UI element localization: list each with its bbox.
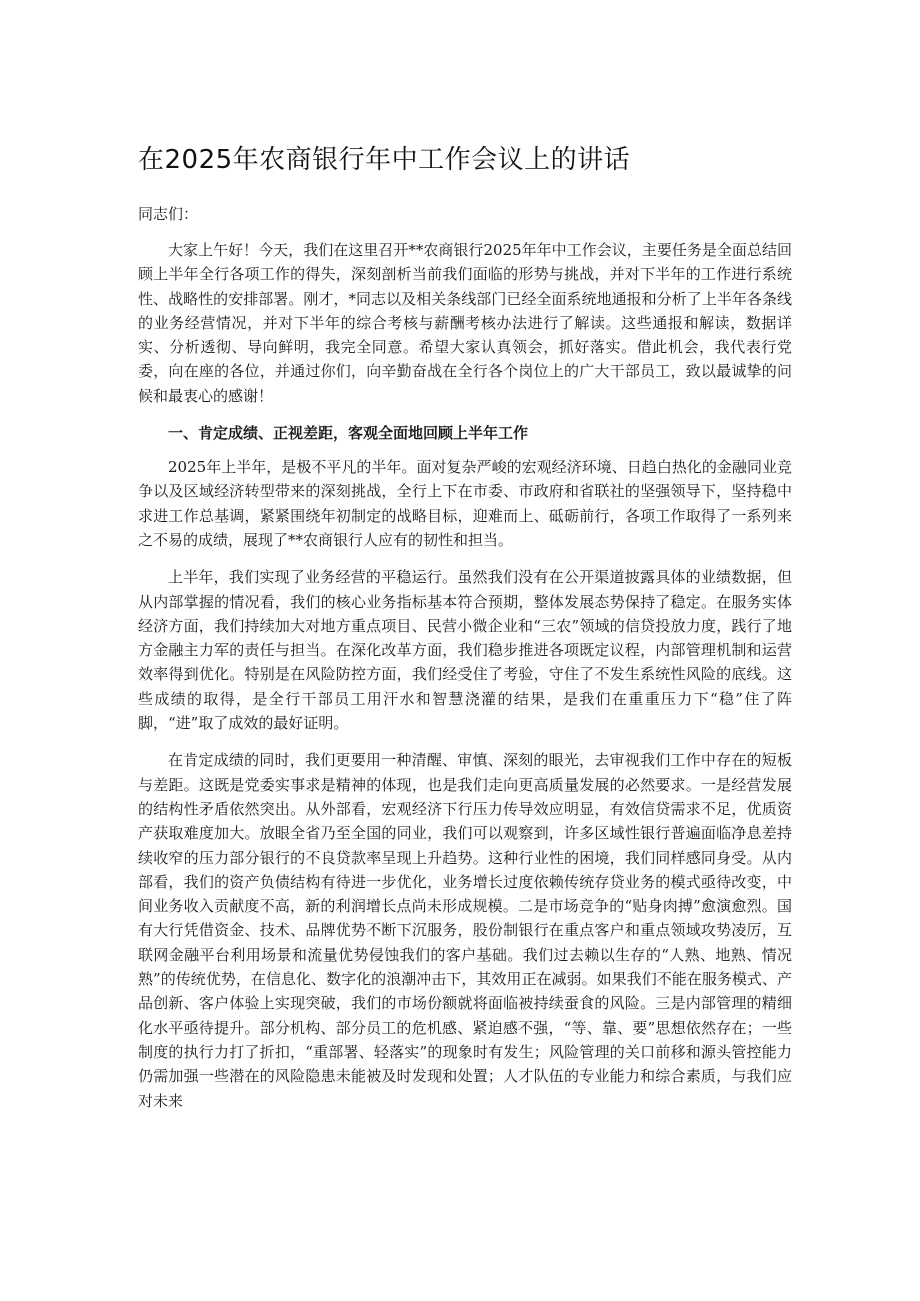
- section-paragraph: 上半年，我们实现了业务经营的平稳运行。虽然我们没有在公开渠道披露具体的业绩数据，但从内部掌握的情况看，我们的核心业务指标基本符合预期，整体发展态势保持了稳定。在服务实体经济方面，我们持续加大对地方重点项目、民营小微企业和“三农”领域的信贷投放力度，践行了地方金融主力军的责任与担当。在深化改革方面，我们稳步推进各项既定议程，内部管理机制和运营效率得到优化。特别是在风险防控方面，我们经受住了考验，守住了不发生系统性风险的底线。这些成绩的取得，是全行干部员工用汗水和智慧浇灌的结果，是我们在重重压力下“稳”住了阵脚，“进”取了成效的最好证明。: [138, 568, 792, 733]
- salutation: 同志们：: [138, 205, 199, 223]
- document-page: [138, 140, 792, 1126]
- opening-paragraph: 大家上午好！今天，我们在这里召开**农商银行2025年年中工作会议，主要任务是全面总结回顾上半年全行各项工作的得失，深刻剖析当前我们面临的形势与挑战，并对下半年的工作进行系统性、战略性的安排部署。刚才，*同志以及相关条线部门已经全面系统地通报和分析了上半年各条线的业务经营情况，并对下半年的综合考核与薪酬考核办法进行了解读。这些通报和解读，数据详实、分析透彻、导向鲜明，我完全同意。希望大家认真领会，抓好落实。借此机会，我代表行党委，向在座的各位，并通过你们，向辛勤奋战在全行各个岗位上的广大干部员工，致以最诚挚的问候和最衷心的感谢！: [138, 241, 792, 405]
- section-heading: 一、肯定成绩、正视差距，客观全面地回顾上半年工作: [168, 424, 529, 443]
- section-paragraph: 在肯定成绩的同时，我们更要用一种清醒、审慎、深刻的眼光，去审视我们工作中存在的短板与差距。这既是党委实事求是精神的体现，也是我们走向更高质量发展的必然要求。一是经营发展的结构性矛盾依然突出。从外部看，宏观经济下行压力传导效应明显，有效信贷需求不足，优质资产获取难度加大。放眼全省乃至全国的同业，我们可以观察到，许多区域性银行普遍面临净息差持续收窄的压力部分银行的不良贷款率呈现上升趋势。这种行业性的困境，我们同样感同身受。从内部看，我们的资产负债结构有待进一步优化，业务增长过度依赖传统存贷业务的模式亟待改变，中间业务收入贡献度不高，新的利润增长点尚未形成规模。二是市场竞争的“贴身肉搏”愈演愈烈。国有大行凭借资金、技术、品牌优势不断下沉服务，股份制银行在重点客户和重点领域攻势凌厉，互联网金融平台利用场景和流量优势侵蚀我们的客户基础。我们过去赖以生存的“人熟、地熟、情况熟”的传统优势，在信息化、数字化的浪潮冲击下，其效用正在减弱。如果我们不能在服务模式、产品创新、客户体验上实现突破，我们的市场份额就将面临被持续蚕食的风险。三是内部管理的精细化水平亟待提升。部分机构、部分员工的危机感、紧迫感不强，“等、靠、要”思想依然存在；一些制度的执行力打了折扣，“重部署、轻落实”的现象时有发生；风险管理的关口前移和源头管控能力仍需加强一些潜在的风险隐患未能被及时发现和处置；人才队伍的专业能力和综合素质，与我们应对未来: [138, 751, 792, 1110]
- section-paragraph: 2025年上半年，是极不平凡的半年。面对复杂严峻的宏观经济环境、日趋白热化的金融同业竞争以及区域经济转型带来的深刻挑战，全行上下在市委、市政府和省联社的坚强领导下，坚持稳中求进工作总基调，紧紧围绕年初制定的战略目标，迎难而上、砥砺前行，各项工作取得了一系列来之不易的成绩，展现了**农商银行人应有的韧性和担当。: [138, 458, 792, 549]
- document-title: 在2025年农商银行年中工作会议上的讲话: [138, 145, 631, 175]
